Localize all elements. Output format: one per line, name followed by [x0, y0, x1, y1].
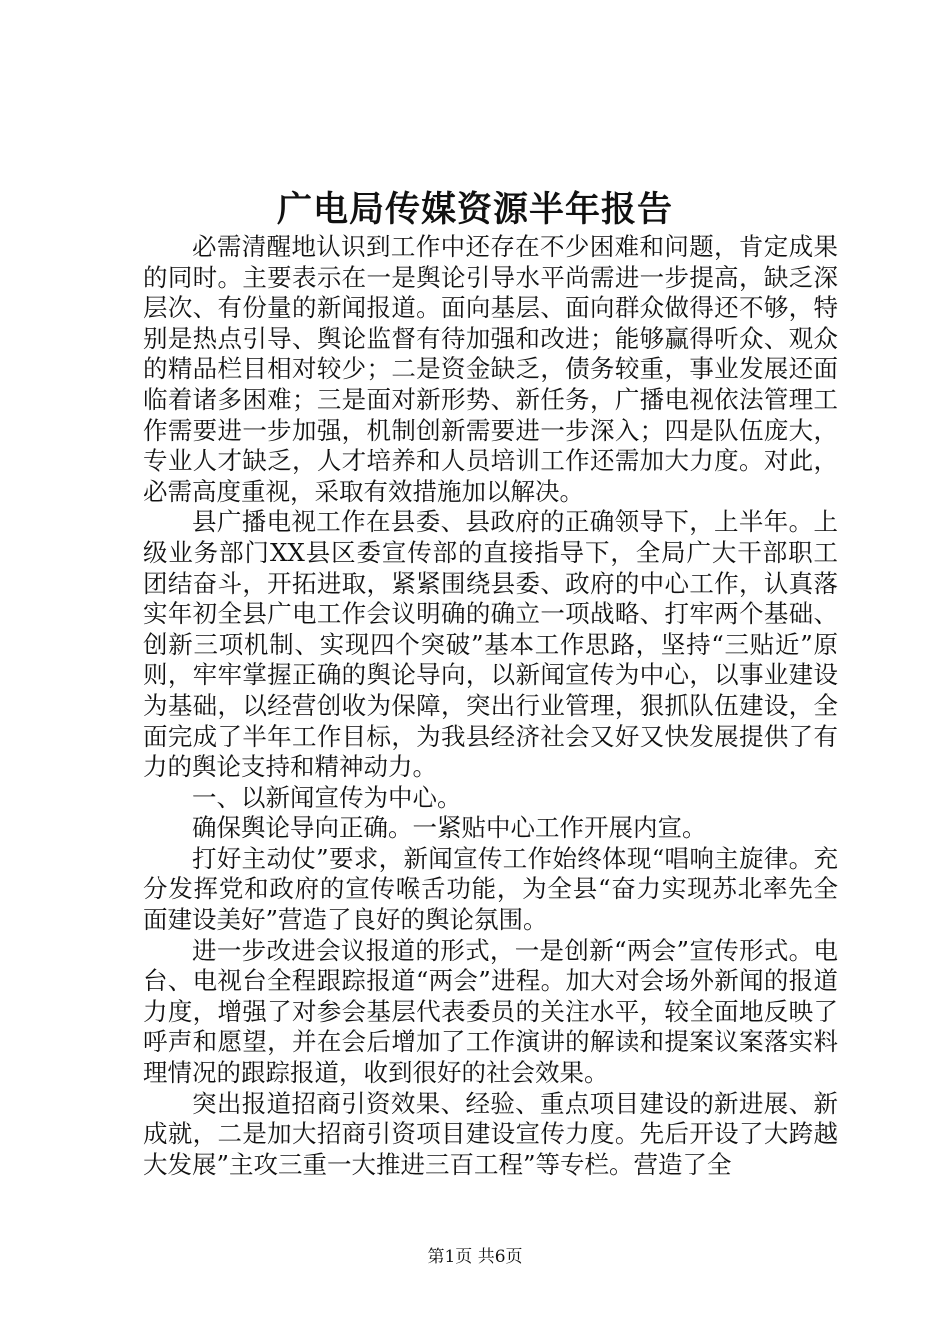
section-heading: 一、以新闻宣传为中心。: [192, 782, 462, 812]
paragraph: 确保舆论导向正确。一紧贴中心工作开展内宣。: [192, 813, 707, 843]
document-body: [143, 232, 838, 1180]
paragraph: 县广播电视工作在县委、县政府的正确领导下，上半年。上级业务部门XX县区委宣传部的直接指导下，全局广大干部职工团结奋斗，开拓进取，紧紧围绕县委、政府的中心工作，认真落实年初全县广电工作会议明确的确立一项战略、打牢两个基础、创新三项机制、实现四个突破”基本工作思路，坚持“三贴近”原则，牢牢掌握正确的舆论导向，以新闻宣传为中心，以事业建设为基础，以经营创收为保障，突出行业管理，狠抓队伍建设，全面完成了半年工作目标，为我县经济社会又好又快发展提供了有力的舆论支持和精神动力。: [143, 507, 838, 782]
page-number-footer: 第1页 共6页: [427, 1247, 523, 1267]
paragraph: 突出报道招商引资效果、经验、重点项目建设的新进展、新成就，二是加大招商引资项目建设宣传力度。先后开设了大跨越大发展”主攻三重一大推进三百工程”等专栏。营造了全: [143, 1088, 838, 1179]
document-title: 广电局传媒资源半年报告: [276, 189, 673, 230]
paragraph: 打好主动仗”要求，新闻宣传工作始终体现“唱响主旋律。充分发挥党和政府的宣传喉舌功能，为全县“奋力实现苏北率先全面建设美好”营造了良好的舆论氛围。: [143, 843, 838, 935]
paragraph: 必需清醒地认识到工作中还存在不少困难和问题，肯定成果的同时。主要表示在一是舆论引导水平尚需进一步提高，缺乏深层次、有份量的新闻报道。面向基层、面向群众做得还不够，特别是热点引导、舆论监督有待加强和改进；能够赢得听众、观众的精品栏目相对较少；二是资金缺乏，债务较重，事业发展还面临着诸多困难；三是面对新形势、新任务，广播电视依法管理工作需要进一步加强，机制创新需要进一步深入；四是队伍庞大，专业人才缺乏，人才培养和人员培训工作还需加大力度。对此，必需高度重视，采取有效措施加以解决。: [143, 232, 838, 506]
paragraph: 进一步改进会议报道的形式，一是创新“两会”宣传形式。电台、电视台全程跟踪报道“两会”进程。加大对会场外新闻的报道力度，增强了对参会基层代表委员的关注水平，较全面地反映了呼声和愿望，并在会后增加了工作演讲的解读和提案议案落实料理情况的跟踪报道，收到很好的社会效果。: [143, 935, 838, 1088]
